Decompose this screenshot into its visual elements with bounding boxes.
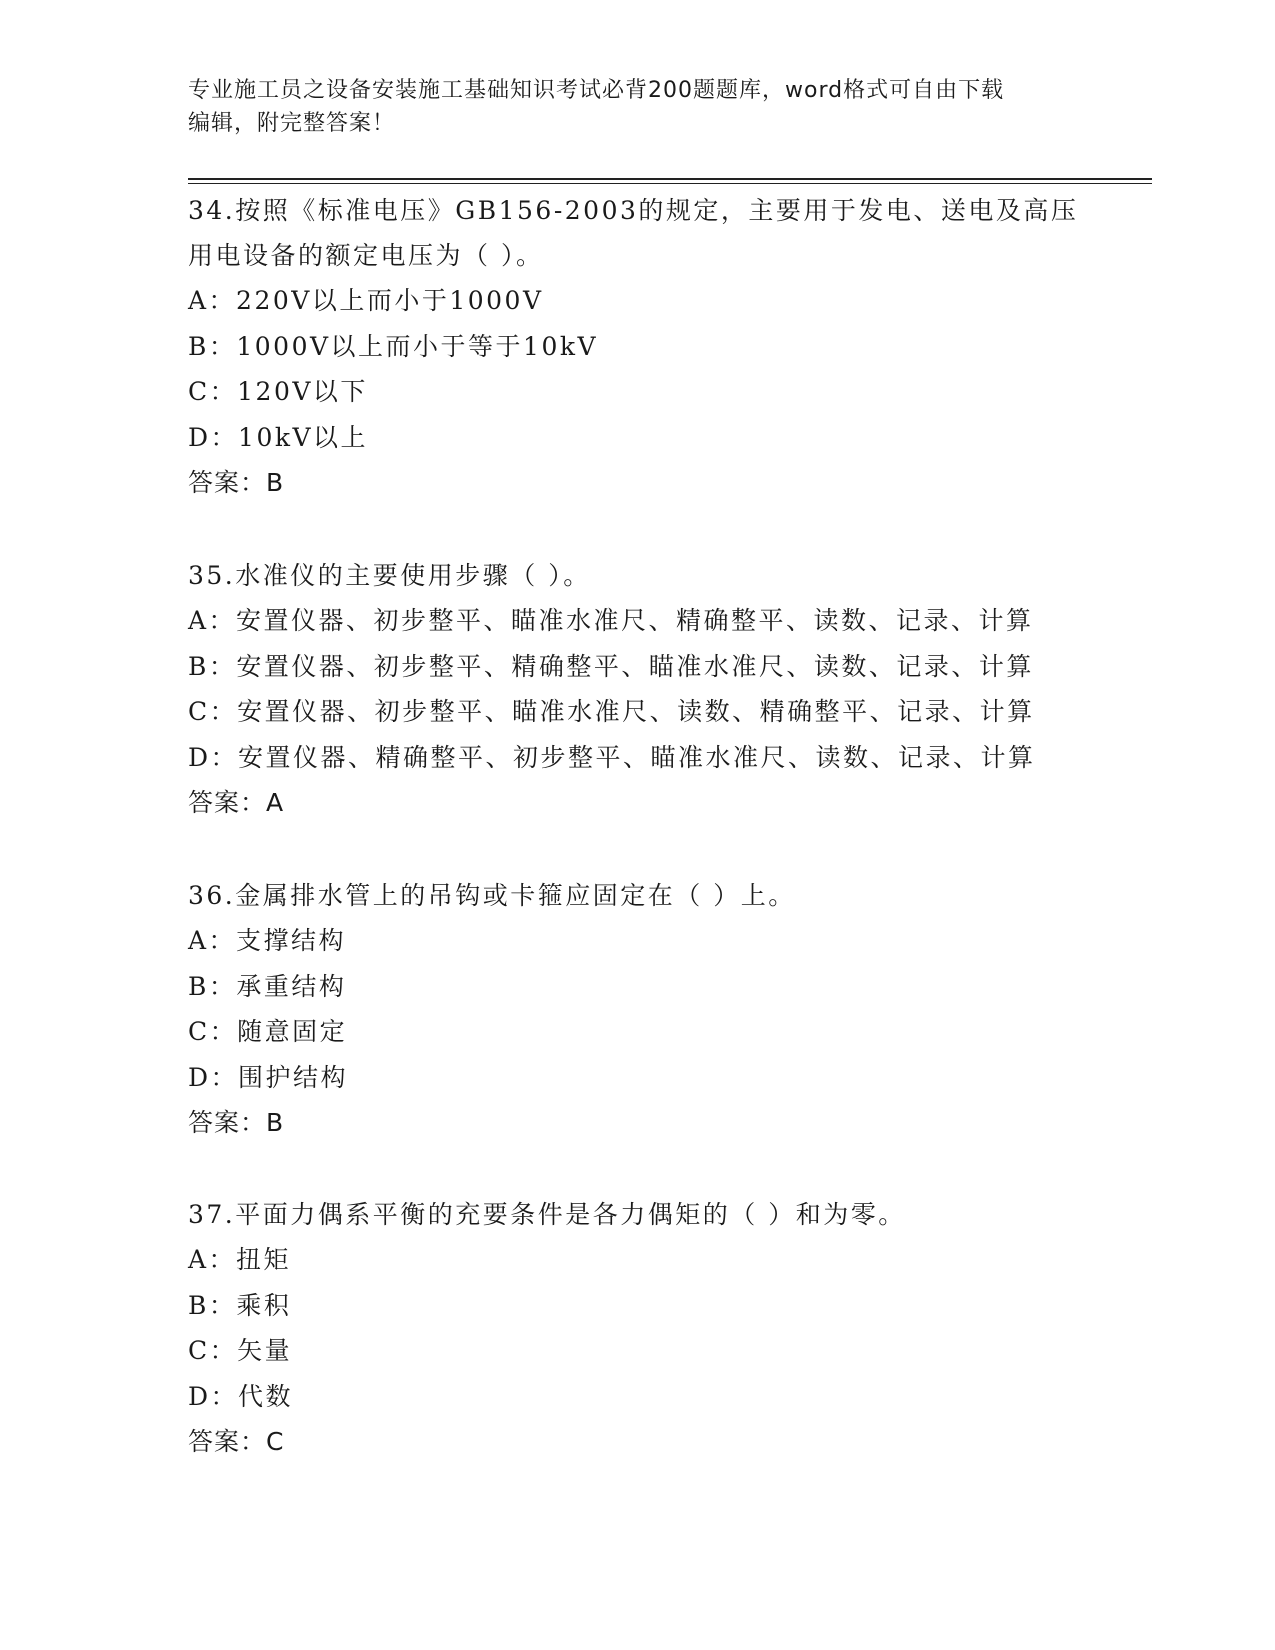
question-stem: 34.按照《标准电压》GB156-2003的规定，主要用于发电、送电及高压	[188, 196, 1079, 225]
option-c: C：120V以下	[188, 377, 368, 406]
header-divider-thick	[188, 178, 1152, 180]
answer-line: 答案：A	[188, 788, 285, 817]
answer-line: 答案：B	[188, 1108, 285, 1137]
header-line-2: 编辑，附完整答案！	[188, 111, 396, 136]
option-d: D：围护结构	[188, 1062, 349, 1092]
answer-line: 答案：C	[188, 1427, 285, 1456]
option-c: C：随意固定	[188, 1017, 348, 1046]
option-a: A：支撑结构	[188, 926, 347, 955]
option-d: D：安置仪器、精确整平、初步整平、瞄准水准尺、读数、记录、计算	[188, 742, 1036, 772]
option-d: D：代数	[188, 1381, 294, 1411]
question-36	[188, 873, 1088, 1146]
option-b: B：安置仪器、初步整平、精确整平、瞄准水准尺、读数、记录、计算	[188, 651, 1034, 681]
option-a: A：安置仪器、初步整平、瞄准水准尺、精确整平、读数、记录、计算	[188, 606, 1034, 635]
option-a: A：220V以上而小于1000V	[188, 286, 544, 315]
question-34	[188, 188, 1088, 506]
question-stem: 36.金属排水管上的吊钩或卡箍应固定在（ ）上。	[188, 881, 796, 910]
question-37	[188, 1192, 1088, 1465]
option-b: B：乘积	[188, 1290, 292, 1320]
question-stem: 35.水准仪的主要使用步骤（ ）。	[188, 561, 591, 590]
option-c: C：矢量	[188, 1336, 293, 1365]
question-35	[188, 553, 1088, 826]
answer-line: 答案：B	[188, 468, 285, 497]
option-b: B：1000V以上而小于等于10kV	[188, 331, 599, 361]
document-header	[188, 74, 1088, 140]
header-divider-thin	[188, 183, 1152, 184]
option-d: D：10kV以上	[188, 422, 369, 452]
option-c: C：安置仪器、初步整平、瞄准水准尺、读数、精确整平、记录、计算	[188, 697, 1035, 726]
option-a: A：扭矩	[188, 1245, 292, 1274]
question-stem: 37.平面力偶系平衡的充要条件是各力偶矩的（ ）和为零。	[188, 1200, 906, 1229]
question-stem-continued: 用电设备的额定电压为（ ）。	[188, 241, 544, 270]
option-b: B：承重结构	[188, 971, 347, 1001]
header-line-1: 专业施工员之设备安装施工基础知识考试必背200题题库，word格式可自由下载	[188, 78, 1005, 103]
